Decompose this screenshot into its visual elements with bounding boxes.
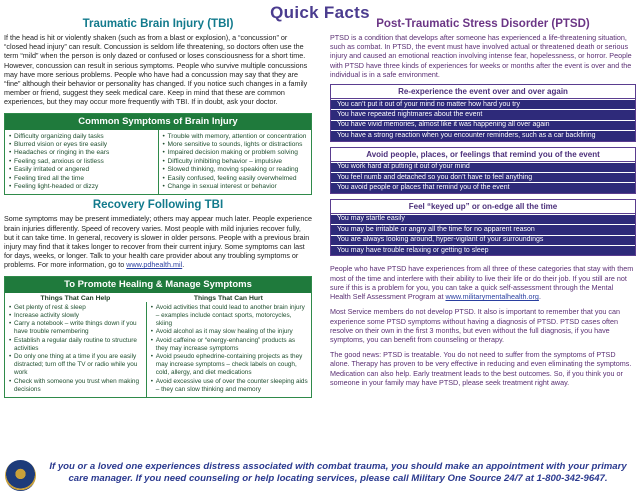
list-item: • Avoid alcohol as it may slow healing of the injury xyxy=(151,328,308,336)
keyed-up-title: Feel “keyed up” or on-edge all the time xyxy=(331,200,635,214)
reexperience-box xyxy=(330,84,636,142)
list-item: You have vivid memories, almost like it was happening all over again xyxy=(331,120,635,130)
healing-heading: To Promote Healing & Manage Symptoms xyxy=(5,277,311,293)
can-hurt-title: Things That Can Hurt xyxy=(193,294,263,302)
list-item: • Check with someone you trust when making decisions xyxy=(9,378,143,394)
list-item: • Feeling tired all the time xyxy=(9,175,155,183)
avoid-title: Avoid people, places, or feelings that remind you of the event xyxy=(331,148,635,162)
list-item: • Change in sexual interest or behavior xyxy=(163,183,309,191)
list-item: • Feeling sad, anxious or listless xyxy=(9,158,155,166)
list-item: You can’t put it out of your mind no matter how hard you try xyxy=(331,99,635,109)
list-item: • Headaches or ringing in the ears xyxy=(9,149,155,157)
ptsd-para-1-body: People who have PTSD have experiences from all three of these categories that stay with them most of the time and interfere with their ability to live their life or do their job. If you still are not sure if this is a problem for you, you can take a quick self-assessment through the Mental Health Self Assessment Program at xyxy=(330,264,634,302)
ptsd-para-1-end: . xyxy=(538,292,541,302)
list-item: You may startle easily xyxy=(331,214,635,224)
list-item: You have a strong reaction when you encounter reminders, such as a car backfiring xyxy=(331,130,635,140)
tbi-heading: Traumatic Brain Injury (TBI) xyxy=(82,18,234,30)
dod-seal-icon xyxy=(5,460,36,491)
list-item: • Impaired decision making or problem solving xyxy=(163,149,309,157)
recovery-body: Some symptoms may be present immediately; others may appear much later. People experience brain injuries differently. Speed of recovery varies. Most people with mild injuries recover fully, but it can take time. In general, recovery is slower in older persons. People with a previous brain injury may find that it takes longer to recover from their current injury. Some symptoms can last for days, weeks, or longer. Talk to your health care provider about any troubling symptoms or problems. For more information, go to xyxy=(4,214,313,270)
footer xyxy=(0,459,640,493)
list-item: • Slowed thinking, moving speaking or reading xyxy=(163,166,309,174)
symptoms-list-right xyxy=(158,130,312,195)
recovery-text xyxy=(4,214,312,269)
footer-text: If you or a loved one experiences distress associated with combat trauma, you should make an appointment with your primary care manager. If you need counseling or help locating services, please call Military One Source 24/7 at 1-800-342-9647. xyxy=(49,461,627,484)
list-item: • Avoid excessive use of over the counter sleeping aids – they can slow thinking and memory xyxy=(151,378,308,394)
ptsd-para-3: The good news: PTSD is treatable. You do not need to suffer from the symptoms of PTSD alone. Therapy has proven to be very effective in reducing and even eliminating the symptoms. Medication can also help. Early treatment leads to the best outcomes. So, if you think you or someone in your family may have PTSD, please seek treatment right away. xyxy=(330,350,632,387)
list-item: You work hard at putting it out of your mind xyxy=(331,162,635,172)
list-item: • Establish a regular daily routine to structure activities xyxy=(9,337,143,353)
recovery-heading: Recovery Following TBI xyxy=(92,199,224,212)
list-item: You are always looking around, hyper-vigilant of your surroundings xyxy=(331,235,635,245)
list-item: • Get plenty of rest & sleep xyxy=(9,304,143,312)
symptoms-list-left xyxy=(5,130,158,195)
list-item: • Avoid caffeine or “energy-enhancing” products as they may increase symptoms xyxy=(151,337,308,353)
list-item: • Feeling light-headed or dizzy xyxy=(9,183,155,191)
page-title: Quick Facts xyxy=(270,3,370,22)
list-item: You may have trouble relaxing or getting to sleep xyxy=(331,245,635,255)
ptsd-heading: Post-Traumatic Stress Disorder (PTSD) xyxy=(376,18,590,30)
list-item: • Do only one thing at a time if you are easily distracted; turn off the TV or radio while you work xyxy=(9,353,143,378)
list-item: You may be irritable or angry all the time for no apparent reason xyxy=(331,224,635,234)
list-item: • Trouble with memory, attention or concentration xyxy=(163,133,309,141)
keyed-up-box xyxy=(330,199,636,257)
list-item: • Difficulty organizing daily tasks xyxy=(9,133,155,141)
tbi-column xyxy=(4,14,312,398)
can-help-list xyxy=(5,302,146,397)
list-item: • More sensitive to sounds, lights or distractions xyxy=(163,141,309,149)
list-item: • Easily confused, feeling easily overwhelmed xyxy=(163,175,309,183)
list-item: You feel numb and detached so you don’t have to feel anything xyxy=(331,172,635,182)
symptoms-box xyxy=(4,113,312,196)
can-help-title: Things That Can Help xyxy=(40,294,111,302)
list-item: • Carry a notebook – write things down if you have trouble remembering xyxy=(9,320,143,336)
ptsd-intro: PTSD is a condition that develops after someone has experienced a life-threatening situation, such as combat. In PTSD, the event must have involved actual or threatened death or serious injury and caused an emotional reaction involving intense fear, hopelessness, or horror. People with PTSD have three kinds of experiences for weeks or months after the event is over and the individual is in a safe environment. xyxy=(330,33,632,79)
ptsd-column xyxy=(330,14,636,387)
can-hurt-list xyxy=(146,302,311,397)
list-item: • Blurred vision or eyes tire easily xyxy=(9,141,155,149)
list-item: • Difficulty inhibiting behavior – impulsive xyxy=(163,158,309,166)
reexperience-title: Re-experience the event over and over again xyxy=(331,85,635,99)
ptsd-para-2: Most Service members do not develop PTSD. It also is important to remember that you can experience some PTSD symptoms without having a diagnosis of PTSD. PTSD cases often resolve on their own in the first 3 months, but even without the full diagnosis, if you have symptoms, you can benefit from counseling or therapy. xyxy=(330,307,621,344)
ptsd-para-1 xyxy=(330,264,636,301)
healing-box xyxy=(4,276,312,398)
avoid-box xyxy=(330,147,636,194)
list-item: • Increase activity slowly xyxy=(9,312,143,320)
list-item: • Avoid activities that could lead to another brain injury – examples include contact sports, motorcycles, skiing xyxy=(151,304,308,329)
list-item: You avoid people or places that remind you of the event xyxy=(331,182,635,192)
recovery-end: . xyxy=(182,260,185,270)
pdhealth-link[interactable]: www.pdhealth.mil xyxy=(126,260,183,270)
symptoms-heading: Common Symptoms of Brain Injury xyxy=(5,114,311,130)
list-item: You have repeated nightmares about the event xyxy=(331,109,635,119)
list-item: • Easily irritated or angered xyxy=(9,166,155,174)
militarymentalhealth-link[interactable]: www.militarymentalhealth.org xyxy=(445,292,539,302)
tbi-intro: If the head is hit or violently shaken (such as from a blast or explosion), a “concussion” or “closed head injury” can result. Concussion is seldom life threatening, so doctors often use the term “mild” when the person is only dazed or confused or loses consciousness for a short time. However, concussion can result in serious symptoms. People who survive multiple concussions may have more serious problems. People who have had a concussion may say that they are “fine” although their behavior or personality has changed. If you notice such changes in a family member or friend, suggest they seek medical care. Keep in mind that these are common experiences, but they may occur more frequently with TBI. If in doubt, ask your doctor. xyxy=(4,33,308,107)
list-item: • Avoid pseudo ephedrine-containing projects as they may increase symptoms – check labels on cough, cold, allergy, and diet medications xyxy=(151,353,308,378)
